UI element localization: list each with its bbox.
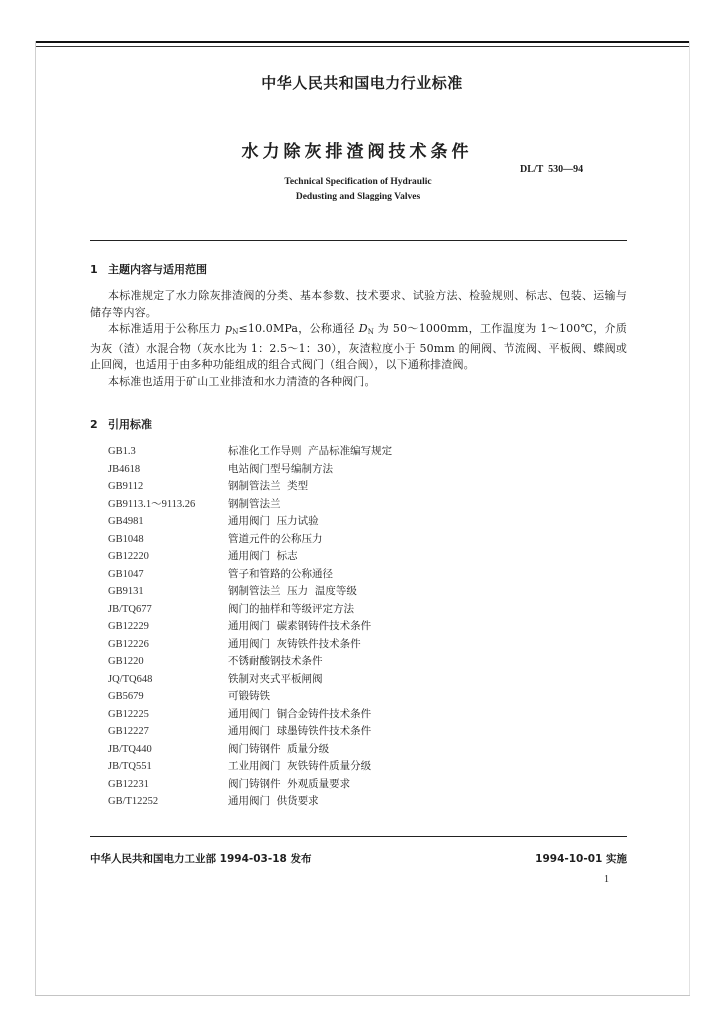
page-frame-right [689,41,690,996]
reference-code: GB9113.1～9113.26 [108,498,196,510]
reference-title: 阀门铸钢件 质量分级 [228,742,330,755]
paragraph-also-applies: 本标准也适用于矿山工业排渣和水力清渣的各种阀门。 [108,374,376,388]
section-1-body [90,288,627,391]
reference-title: 钢制管法兰 [228,497,281,510]
reference-title: 可锻铸铁 [228,690,270,702]
list-item [90,793,627,811]
reference-standards-list [90,443,627,811]
list-item [90,723,627,741]
list-item [90,653,627,671]
paragraph-applicability [90,321,627,374]
reference-title: 不锈耐酸钢技术条件 [228,655,323,667]
list-item [90,496,627,514]
paragraph-scope: 本标准规定了水力除灰排渣阀的分类、基本参数、技术要求、试验方法、检验规则、标志、包装、运输与储存等内容。 [90,289,627,319]
list-item [90,548,627,566]
list-item [90,671,627,689]
reference-title: 管子和管路的公称通径 [228,567,333,580]
list-item [90,601,627,619]
list-item [90,566,627,584]
reference-code: GB12229 [108,621,149,632]
effective-date: 1994-10-01 实施 [535,853,627,865]
reference-code: JQ/TQ648 [108,673,153,685]
reference-code: JB/TQ440 [108,743,152,755]
section-number: 1 [90,263,98,276]
reference-code: GB9131 [108,586,144,597]
list-item [90,478,627,496]
page-frame-bottom [35,995,690,996]
reference-code: GB1220 [108,656,144,667]
reference-code: JB/TQ551 [108,761,152,772]
standard-category-header: 中华人民共和国电力行业标准 [261,74,463,92]
top-double-rule-thick [35,41,690,43]
section-title: 引用标准 [108,418,152,431]
section-1-heading [90,261,207,277]
reference-title: 通用阀门 灰铸铁件技术条件 [228,637,361,650]
symbol-pressure: p [225,322,233,336]
reference-code: JB4618 [108,463,141,475]
reference-code: GB12227 [108,726,149,737]
section-number: 2 [90,418,98,431]
title-divider [90,240,627,241]
section-2-heading [90,416,152,432]
list-item [90,513,627,531]
document-title-chinese: 水力除灰排渣阀技术条件 [241,142,473,162]
reference-title: 管道元件的公称压力 [228,532,323,545]
text-run: 为 50～1000mm，工作温度为 1～100℃，介质为灰（渣）水混合物（灰水比为 1：2.5～1：30），灰渣粒度小于 50mm 的闸阀、节流阀、平板阀、蝶阀或止回阀，也适用于由多种功能组成的组合式阀门（组合阀），以下通称排渣阀。 [90,322,627,372]
reference-code: GB12225 [108,708,149,720]
reference-title: 钢制管法兰 压力 温度等级 [228,585,357,597]
reference-title: 阀门铸钢件 外观质量要求 [228,777,351,790]
reference-title: 通用阀门 球墨铸铁件技术条件 [228,725,372,737]
reference-code: GB1047 [108,568,144,580]
subscript: N [367,328,374,337]
list-item [90,706,627,724]
reference-code: JB/TQ677 [108,603,152,615]
reference-title: 电站阀门型号编制方法 [228,462,333,475]
subscript: N [232,328,239,337]
reference-code: GB9112 [108,481,144,492]
reference-code: GB5679 [108,691,144,702]
text-run: 本标准适用于公称压力 [108,322,225,336]
reference-title: 通用阀门 碳素钢铸件技术条件 [228,620,372,632]
document-title-english-line1: Technical Specification of Hydraulic [284,177,432,187]
reference-code: GB1048 [108,533,144,545]
reference-title: 工业用阀门 灰铁铸件质量分级 [228,760,372,772]
reference-title: 通用阀门 铜合金铸件技术条件 [228,707,372,720]
issue-statement: 中华人民共和国电力工业部 1994-03-18 发布 [90,853,312,865]
reference-code: GB12231 [108,778,149,790]
list-item [90,636,627,654]
list-item [90,461,627,479]
text-run: ≤10.0MPa，公称通径 [238,322,359,336]
list-item [90,443,627,461]
section-title: 主题内容与适用范围 [108,263,207,276]
list-item [90,618,627,636]
reference-code: GB4981 [108,516,144,527]
reference-title: 标准化工作导则 产品标准编写规定 [228,445,393,457]
standard-code: DL/T 530—94 [520,164,584,175]
reference-code: GB12220 [108,551,149,562]
list-item [90,688,627,706]
list-item [90,531,627,549]
page-frame-left [35,41,36,996]
reference-title: 通用阀门 标志 [228,550,298,562]
list-item [90,776,627,794]
reference-title: 阀门的抽样和等级评定方法 [228,602,354,615]
reference-title: 通用阀门 供货要求 [228,795,319,807]
reference-code: GB1.3 [108,446,136,457]
document-title-english-line2: Dedusting and Slagging Valves [295,192,421,202]
reference-title: 通用阀门 压力试验 [228,515,319,527]
reference-code: GB12226 [108,638,149,650]
symbol-diameter: D [358,322,368,336]
reference-code: GB/T12252 [108,796,159,807]
reference-title: 铁制对夹式平板闸阀 [228,672,323,685]
footer-divider [90,836,627,837]
top-double-rule-thin [35,46,690,47]
list-item [90,741,627,759]
list-item [90,583,627,601]
page-number: 1 [604,874,609,885]
list-item [90,758,627,776]
reference-title: 钢制管法兰 类型 [228,480,309,492]
